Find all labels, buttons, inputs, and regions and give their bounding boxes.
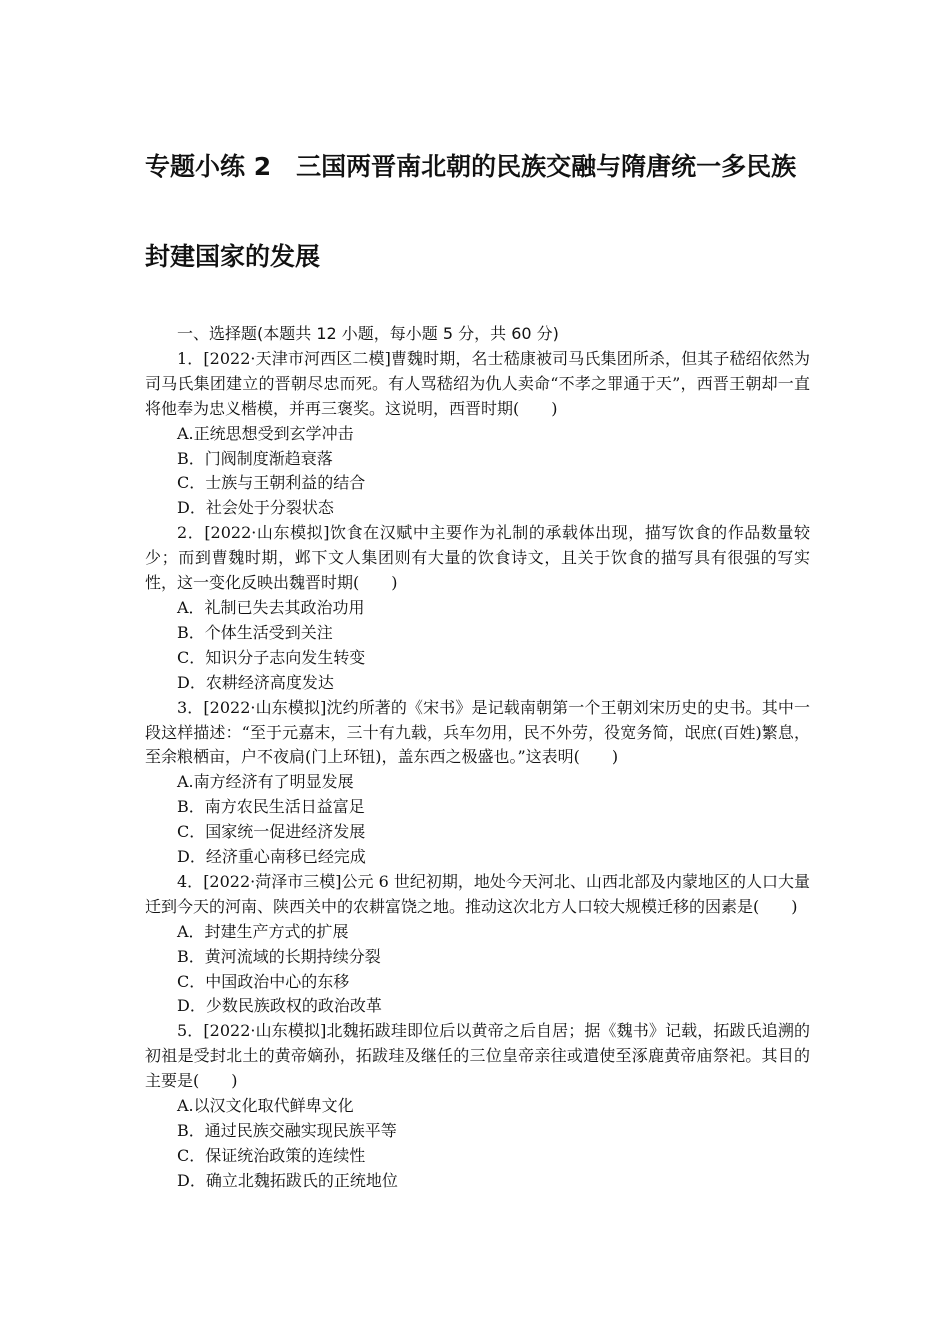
question-5-option-d: D．确立北魏拓跋氏的正统地位 <box>177 1170 398 1190</box>
question-3-option-c: C．国家统一促进经济发展 <box>177 822 366 842</box>
question-3-option-a: A.南方经济有了明显发展 <box>177 772 354 792</box>
question-4-option-d: D．少数民族政权的政治改革 <box>177 996 382 1016</box>
question-3-stem: 3．[2022·山东模拟]沈约所著的《宋书》是记载南朝第一个王朝刘宋历史的史书。其中一段这样描述：“至于元嘉末，三十有九载，兵车勿用，民不外劳，役宽务简，氓庶(百姓)繁息，至余粮栖亩，户不夜扃(门上环钮)，盖东西之极盛也。”这表明( ) <box>145 697 810 767</box>
question-1-option-a: A.正统思想受到玄学冲击 <box>177 423 354 443</box>
question-4-option-a: A．封建生产方式的扩展 <box>177 921 349 941</box>
document-body <box>145 322 810 1194</box>
question-2-option-d: D．农耕经济高度发达 <box>177 672 334 692</box>
question-2-option-a: A．礼制已失去其政治功用 <box>177 597 365 617</box>
question-1-stem: 1．[2022·天津市河西区二模]曹魏时期，名士嵇康被司马氏集团所杀，但其子嵇绍依然为司马氏集团建立的晋朝尽忠而死。有人骂嵇绍为仇人卖命“不孝之罪通于天”，西晋王朝却一直将他奉为忠义楷模，并再三褒奖。这说明，西晋时期( ) <box>145 348 810 418</box>
question-3-option-b: B．南方农民生活日益富足 <box>177 797 365 817</box>
document-title-line-1: 专题小练 2 三国两晋南北朝的民族交融与隋唐统一多民族 <box>145 152 797 181</box>
document-title-line-2: 封建国家的发展 <box>145 242 321 271</box>
question-1-option-c: C．士族与王朝利益的结合 <box>177 473 366 493</box>
question-1-option-d: D．社会处于分裂状态 <box>177 498 334 518</box>
question-2-option-c: C．知识分子志向发生转变 <box>177 647 366 667</box>
question-2-option-b: B．个体生活受到关注 <box>177 622 333 642</box>
question-4-stem: 4．[2022·菏泽市三模]公元 6 世纪初期，地处今天河北、山西北部及内蒙地区的人口大量迁到今天的河南、陕西关中的农耕富饶之地。推动这次北方人口较大规模迁移的因素是( ) <box>145 871 810 916</box>
question-4-option-c: C．中国政治中心的东移 <box>177 971 350 991</box>
question-5-option-b: B．通过民族交融实现民族平等 <box>177 1121 397 1140</box>
question-5-stem: 5．[2022·山东模拟]北魏拓跋珪即位后以黄帝之后自居；据《魏书》记载，拓跋氏追溯的初祖是受封北土的黄帝嫡孙，拓跋珪及继任的三位皇帝亲往或遣使至涿鹿黄帝庙祭祀。其目的主要是( ) <box>145 1021 810 1091</box>
question-3-option-d: D．经济重心南移已经完成 <box>177 847 366 867</box>
question-4-option-b: B．黄河流域的长期持续分裂 <box>177 946 381 966</box>
question-5-option-a: A.以汉文化取代鲜卑文化 <box>177 1096 354 1116</box>
question-1-option-b: B．门阀制度渐趋衰落 <box>177 448 333 468</box>
question-5-option-c: C．保证统治政策的连续性 <box>177 1145 366 1165</box>
question-2-stem: 2．[2022·山东模拟]饮食在汉赋中主要作为礼制的承载体出现，描写饮食的作品数量较少；而到曹魏时期，邺下文人集团则有大量的饮食诗文，且关于饮食的描写具有很强的写实性，这一变化反映出魏晋时期( ) <box>145 523 810 593</box>
section-heading: 一、选择题(本题共 12 小题，每小题 5 分，共 60 分) <box>177 324 559 343</box>
